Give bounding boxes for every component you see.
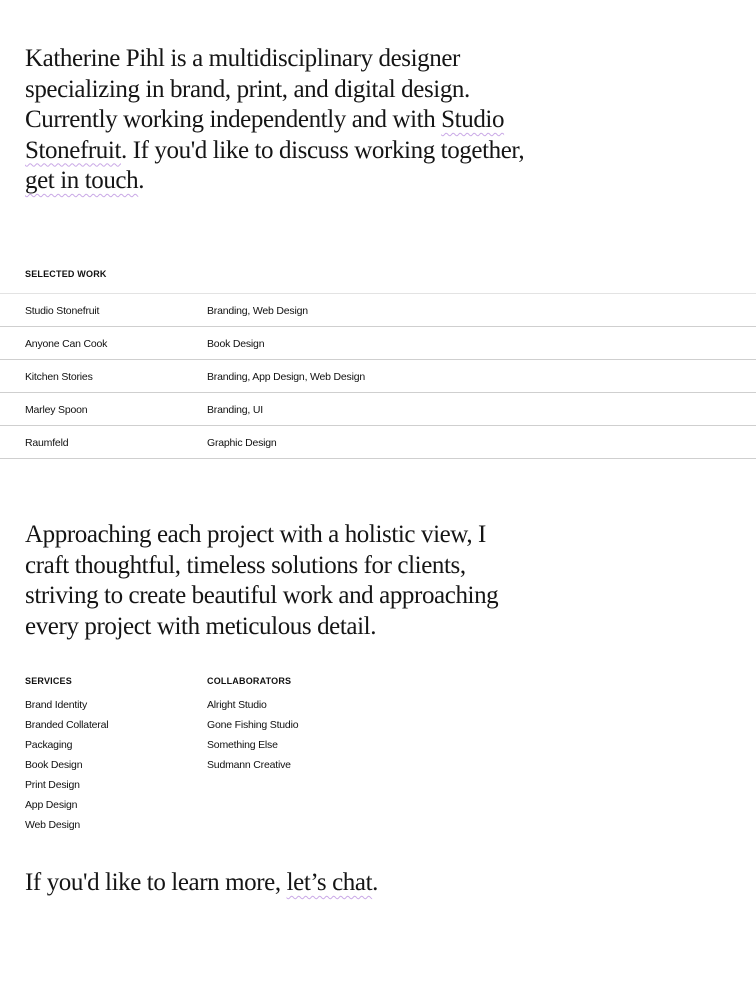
intro-text-middle: . If you'd like to discuss working together,: [121, 136, 525, 164]
closing-paragraph: [25, 868, 378, 898]
work-row-studio-stonefruit[interactable]: [0, 294, 756, 327]
approach-paragraph: Approaching each project with a holistic view, I craft thoughtful, timeless solutions for clients, striving to create beautiful work and approaching every project with meticulous detail.: [25, 521, 499, 640]
collaborator-item: Something Else: [207, 739, 278, 751]
work-project-categories: Graphic Design: [207, 437, 277, 449]
collaborators-list: [207, 695, 298, 775]
work-row-raumfeld[interactable]: [0, 426, 756, 459]
work-project-name: Studio Stonefruit: [25, 305, 100, 317]
work-project-categories: Branding, Web Design: [207, 305, 308, 317]
service-item: Web Design: [25, 819, 81, 831]
collaborator-item: Sudmann Creative: [207, 759, 291, 771]
collaborator-item: Gone Fishing Studio: [207, 719, 299, 731]
services-column: [25, 676, 108, 835]
service-item: Brand Identity: [25, 699, 87, 711]
studio-stonefruit-link[interactable]: Studio Stonefruit: [25, 106, 505, 164]
service-item: Print Design: [25, 779, 80, 791]
work-project-categories: Branding, App Design, Web Design: [207, 371, 366, 383]
intro-text-after: .: [138, 167, 145, 194]
work-project-name: Anyone Can Cook: [25, 338, 108, 350]
work-row-marley-spoon[interactable]: [0, 393, 756, 426]
service-item: Book Design: [25, 759, 83, 771]
work-row-anyone-can-cook[interactable]: [0, 327, 756, 360]
closing-text-after: .: [372, 869, 378, 896]
lets-chat-link[interactable]: let’s chat: [286, 869, 373, 896]
work-project-name: Marley Spoon: [25, 404, 88, 416]
selected-work-list: [0, 293, 756, 459]
service-item: Packaging: [25, 739, 73, 751]
collaborator-item: Alright Studio: [207, 699, 267, 711]
intro-text-before: Katherine Pihl is a multidisciplinary designer specializing in brand, print, and digital design. Currently working independently and with: [25, 45, 470, 133]
services-heading: SERVICES: [25, 676, 72, 686]
selected-work-heading: SELECTED WORK: [25, 269, 107, 279]
collaborators-column: [207, 676, 298, 775]
service-item: App Design: [25, 799, 78, 811]
work-project-categories: Branding, UI: [207, 404, 263, 416]
work-project-name: Kitchen Stories: [25, 371, 93, 383]
closing-text-before: If you'd like to learn more,: [25, 869, 287, 896]
get-in-touch-link[interactable]: get in touch: [25, 167, 139, 194]
work-row-kitchen-stories[interactable]: [0, 360, 756, 393]
work-project-categories: Book Design: [207, 338, 265, 350]
work-project-name: Raumfeld: [25, 437, 69, 449]
intro-paragraph: [25, 44, 555, 197]
service-item: Branded Collateral: [25, 719, 109, 731]
collaborators-heading: COLLABORATORS: [207, 676, 292, 686]
services-list: [25, 695, 108, 835]
